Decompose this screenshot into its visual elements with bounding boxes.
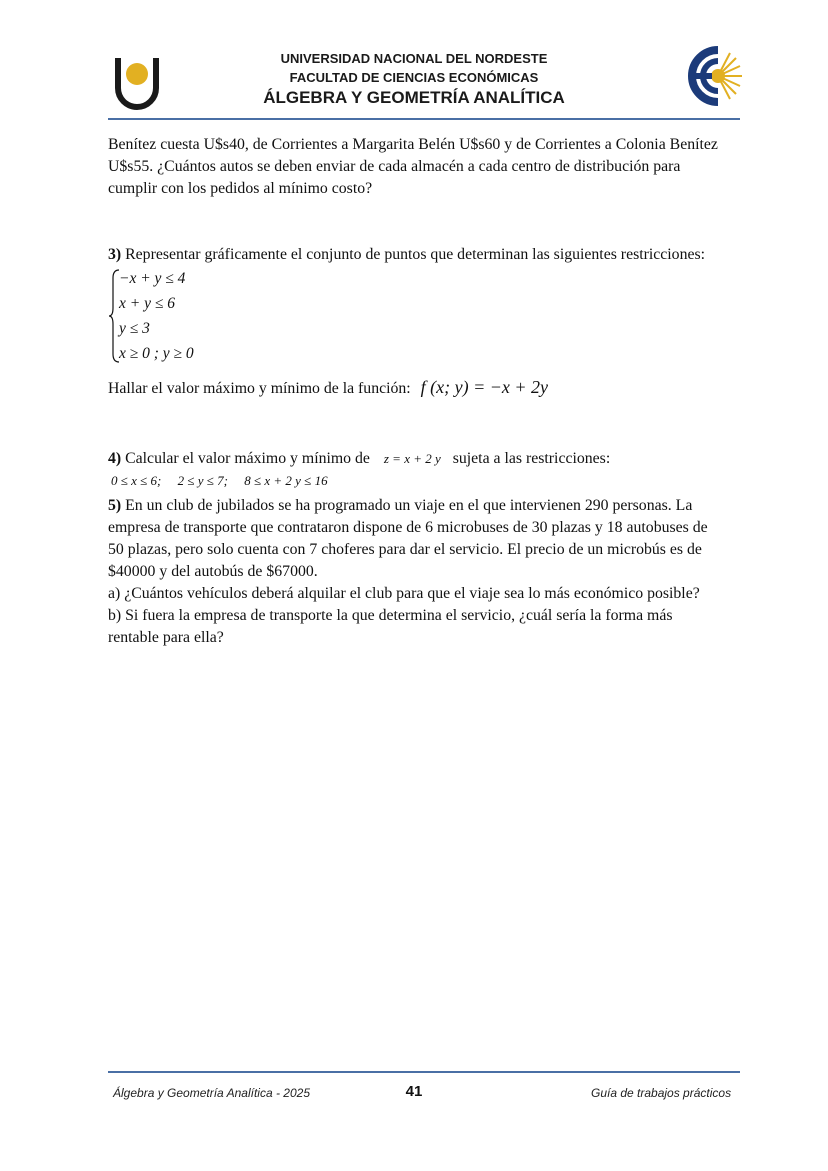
ex4-text: Calcular el valor máximo y mínimo de [125,450,370,467]
footer-guide: Guía de trabajos prácticos [591,1086,732,1100]
continuation-line-3: cumplir con los pedidos al mínimo costo? [108,180,373,197]
page-number: 41 [405,1083,423,1100]
ex3-text: Representar gráficamente el conjunto de puntos que determinan las siguientes restricciones: [125,246,706,263]
ex5-line-2: empresa de transporte que contrataron dispone de 6 microbuses de 30 plazas y 18 autobuses de [108,519,708,536]
footer-rule [108,1071,740,1073]
ex4-number: 4) [108,450,122,467]
ex4-suffix: sujeta a las restricciones: [452,450,611,467]
ex5-line-3: 50 plazas, pero solo cuenta con 7 choferes para dar el servicio. El precio de un microbús es de [108,541,702,558]
ex3-statement [108,246,705,264]
ex5-line-4: $40000 y del autobús de $67000. [108,563,318,580]
faculty-name: FACULTAD DE CIENCIAS ECONÓMICAS [289,70,539,85]
constraint-4: x ≥ 0 ; y ≥ 0 [119,345,194,362]
ex4-objective: z = x + 2 y [383,451,441,466]
course-title: ÁLGEBRA Y GEOMETRÍA ANALÍTICA [263,88,565,107]
ex3-question [108,377,548,398]
ex5-part-b-1: b) Si fuera la empresa de transporte la que determina el servicio, ¿cuál sería la forma más [108,607,673,624]
ex3-number: 3) [108,246,122,263]
ex3-question-text: Hallar el valor máximo y mínimo de la función: [108,380,411,397]
constraint-1: −x + y ≤ 4 [119,270,186,287]
ex5-part-a: a) ¿Cuántos vehículos deberá alquilar el club para que el viaje sea lo más económico posible? [108,585,700,602]
continuation-line-1: Benítez cuesta U$s40, de Corrientes a Margarita Belén U$s60 y de Corrientes a Colonia Benítez [108,136,718,153]
ex5-number: 5) [108,497,122,514]
ex4-statement [108,450,610,468]
ex5-part-b-2: rentable para ella? [108,629,224,646]
continuation-line-2: U$s55. ¿Cuántos autos se deben enviar de cada almacén a cada centro de distribución para [108,158,681,175]
constraint-2: x + y ≤ 6 [119,295,175,312]
ex4-constraints: 0 ≤ x ≤ 6; 2 ≤ y ≤ 7; 8 ≤ x + 2 y ≤ 16 [111,473,328,488]
footer-course: Álgebra y Geometría Analítica - 2025 [113,1086,310,1100]
university-name: UNIVERSIDAD NACIONAL DEL NORDESTE [280,51,548,66]
ex5-line-1-text: En un club de jubilados se ha programado un viaje en el que intervienen 290 personas. La [125,497,693,514]
header-rule [108,118,740,120]
ex3-function: f (x; y) = −x + 2y [420,377,549,397]
ex5-line-1 [108,497,692,515]
constraint-3: y ≤ 3 [119,320,150,337]
